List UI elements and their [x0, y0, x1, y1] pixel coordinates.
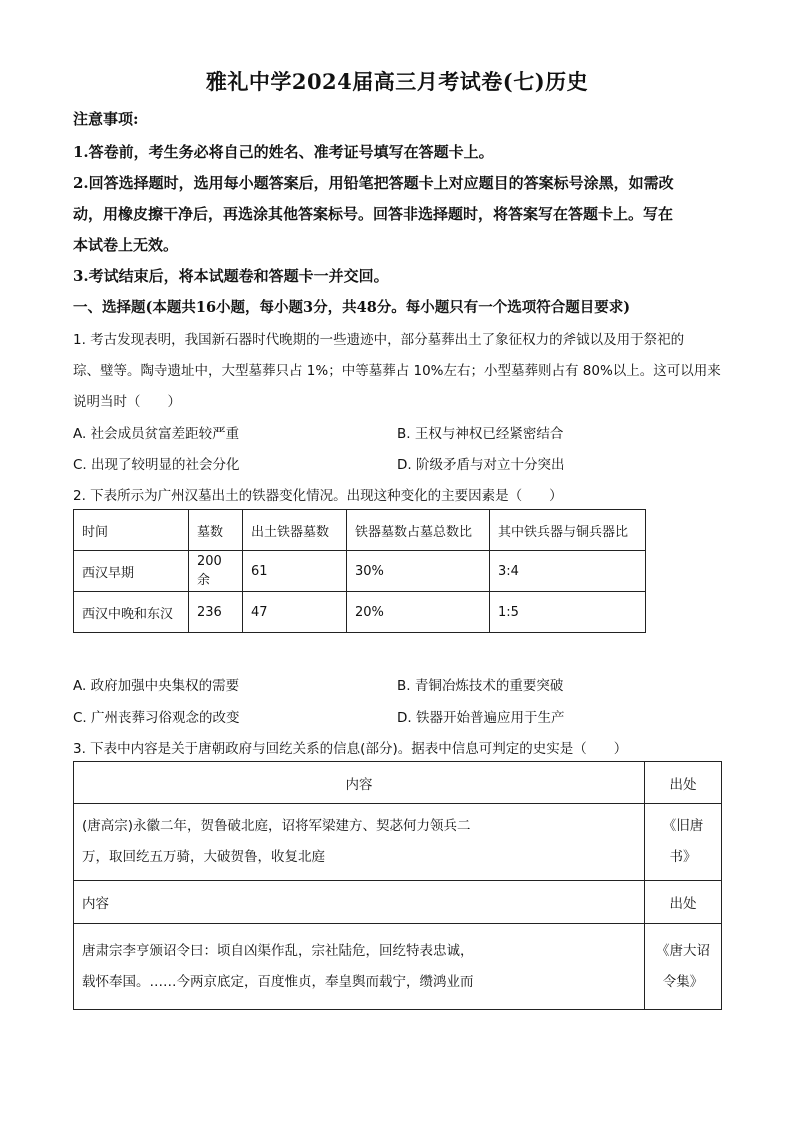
- table-cell: 出处: [645, 881, 722, 924]
- table-cell: 236: [189, 592, 243, 633]
- note-item-3: 3.考试结束后，将本试题卷和答题卡一并交回。: [73, 267, 389, 285]
- q1-stem-line-1: 1. 考古发现表明，我国新石器时代晚期的一些遗迹中，部分墓葬出土了象征权力的斧钺以及用于祭祀的: [73, 332, 685, 348]
- table-cell: 西汉早期: [74, 551, 189, 592]
- q2-option-d: D. 铁器开始普遍应用于生产: [397, 710, 565, 726]
- q3-table: [73, 761, 722, 1010]
- row1-source-line-1: 《旧唐: [662, 818, 704, 834]
- row3-content-line-1: 唐肃宗李亨颁诏令曰：顷自凶渠作乱，宗社陆危，回纥特表忠诚，: [82, 942, 474, 959]
- note-item-2-line-1: 2.回答选择题时，选用每小题答案后，用铅笔把答题卡上对应题目的答案标号涂黑，如需改: [73, 174, 674, 192]
- table-cell: 1:5: [490, 592, 646, 633]
- q3-stem: 3. 下表中内容是关于唐朝政府与回纥关系的信息(部分)。据表中信息可判定的史实是（ ）: [73, 741, 628, 757]
- q2-option-a: A. 政府加强中央集权的需要: [73, 678, 240, 694]
- table-header-cell: 其中铁兵器与铜兵器比: [490, 510, 646, 551]
- table-cell: 61: [243, 551, 347, 592]
- table-header-cell: 铁器墓数占墓总数比: [347, 510, 490, 551]
- table-header-cell: 出处: [645, 762, 722, 804]
- q1-option-a: A. 社会成员贫富差距较严重: [73, 426, 240, 442]
- row3-source-line-2: 令集》: [662, 973, 704, 990]
- table-cell: 30%: [347, 551, 490, 592]
- table-cell: [645, 804, 722, 881]
- table-header-cell: 出土铁器墓数: [243, 510, 347, 551]
- q1-stem-line-3: 说明当时（ ）: [73, 394, 181, 410]
- q1-option-b: B. 王权与神权已经紧密结合: [397, 426, 564, 442]
- q2-stem: 2. 下表所示为广州汉墓出土的铁器变化情况。出现这种变化的主要因素是（ ）: [73, 488, 563, 504]
- row3-content-line-2: 载怀奉国。……今两京底定，百度惟贞，奉皇舆而载宁，缵鸿业而: [82, 973, 474, 990]
- table-cell: [74, 924, 645, 1010]
- row1-source-line-2: 书》: [669, 849, 697, 865]
- table-header-cell: 时间: [74, 510, 189, 551]
- table-header-cell: 墓数: [189, 510, 243, 551]
- table-header-row: [74, 510, 646, 551]
- row3-source-line-1: 《唐大诏: [656, 942, 710, 959]
- table-row: [74, 551, 646, 592]
- table-row: [74, 804, 722, 881]
- q2-table: [73, 509, 646, 633]
- table-header-cell: 内容: [74, 762, 645, 804]
- q2-option-c: C. 广州丧葬习俗观念的改变: [73, 710, 240, 726]
- table-row: [74, 592, 646, 633]
- note-item-2-line-2: 动，用橡皮擦干净后，再选涂其他答案标号。回答非选择题时，将答案写在答题卡上。写在: [73, 205, 674, 223]
- table-cell: 47: [243, 592, 347, 633]
- q1-stem-line-2: 琮、璧等。陶寺遗址中，大型墓葬只占 1%；中等墓葬占 10%左右；小型墓葬则占有 80%以上。这可以用来: [73, 363, 721, 379]
- note-item-1: 1.答卷前，考生务必将自己的姓名、准考证号填写在答题卡上。: [73, 143, 494, 161]
- table-row: [74, 924, 722, 1010]
- table-header-row: [74, 762, 722, 804]
- page-title: 雅礼中学2024届高三月考试卷(七)历史: [205, 69, 589, 94]
- notes-heading: 注意事项:: [73, 110, 139, 128]
- note-item-2-line-3: 本试卷上无效。: [73, 236, 179, 254]
- table-cell: [74, 804, 645, 881]
- section-heading: 一、选择题(本题共16小题，每小题3分，共48分。每小题只有一个选项符合题目要求): [73, 299, 631, 316]
- q1-option-c: C. 出现了较明显的社会分化: [73, 457, 240, 473]
- table-cell: [645, 924, 722, 1010]
- row1-content-line-2: 万，取回纥五万骑，大破贺鲁，收复北庭: [82, 849, 325, 865]
- table-row: [74, 881, 722, 924]
- table-cell: 3:4: [490, 551, 646, 592]
- table-cell: 200余: [189, 551, 243, 592]
- q1-option-d: D. 阶级矛盾与对立十分突出: [397, 457, 565, 473]
- table-cell: 西汉中晚和东汉: [74, 592, 189, 633]
- q2-option-b: B. 青铜冶炼技术的重要突破: [397, 678, 564, 694]
- row1-content-line-1: (唐高宗)永徽二年，贺鲁破北庭，诏将军梁建方、契苾何力领兵二: [82, 818, 471, 834]
- table-cell: 内容: [74, 881, 645, 924]
- table-cell: 20%: [347, 592, 490, 633]
